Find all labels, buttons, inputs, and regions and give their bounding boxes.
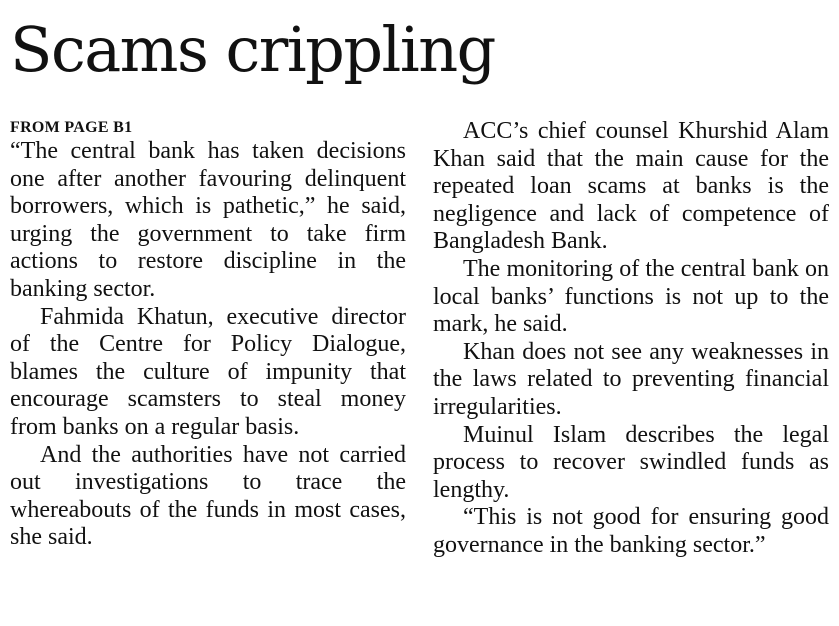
article-column-left [10, 118, 406, 552]
article-paragraph: And the authorities have not carried out investigations to trace the whereabouts of the funds in most cases, she said. [10, 441, 406, 551]
article-paragraph: “This is not good for ensuring good governance in the banking sector.” [433, 504, 829, 558]
article-headline: Scams crippling [10, 13, 495, 86]
article-paragraph: Muinul Islam describes the legal process to recover swindled funds as lengthy. [433, 421, 829, 503]
article-paragraph: The monitoring of the central bank on local banks’ functions is not up to the mark, he said. [433, 255, 829, 338]
jump-label: FROM PAGE B1 [10, 119, 133, 136]
article-paragraph: “The central bank has taken decisions one after another favouring delinquent borrowers, which is pathetic,” he said, urging the government to take firm actions to restore discipline in the banking sector. [10, 138, 406, 302]
article-paragraph: ACC’s chief counsel Khurshid Alam Khan said that the main cause for the repeated loan scams at banks is the negligence and lack of competence of Bangladesh Bank. [433, 118, 829, 255]
article-paragraph: Khan does not see any weaknesses in the laws related to preventing financial irregularities. [433, 338, 829, 420]
article-paragraph: Fahmida Khatun, executive director of the Centre for Policy Dialogue, blames the culture of impunity that encourage scamsters to steal money from banks on a regular basis. [10, 303, 406, 440]
article-column-right [433, 118, 829, 560]
